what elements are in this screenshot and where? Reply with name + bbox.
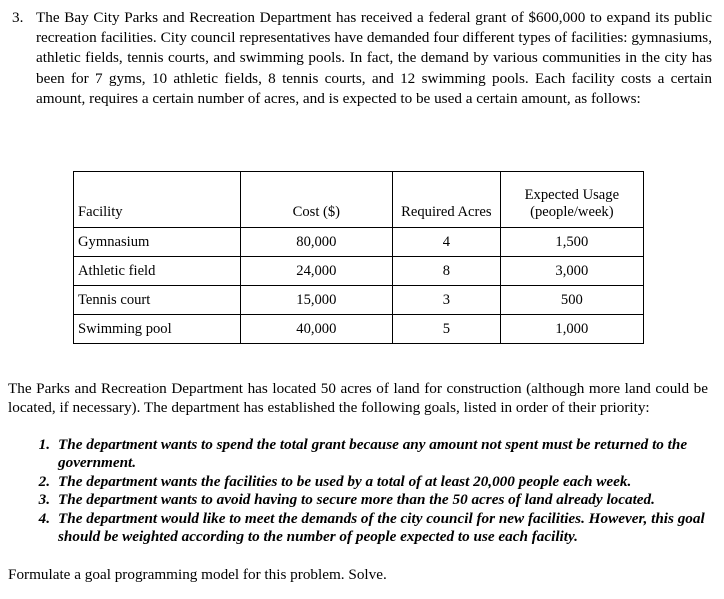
goal-number: 3. (38, 491, 50, 509)
cell-cost: 40,000 (240, 315, 392, 344)
cell-facility: Tennis court (74, 286, 241, 315)
cell-cost: 80,000 (240, 228, 392, 257)
goal-text: The department would like to meet the demands of the city council for new facilities. However, this goal should be weighted according to the number of people expected to use each facility. (58, 509, 705, 546)
problem-number: 3. (12, 9, 24, 26)
facilities-table (73, 171, 644, 344)
closing-instruction: Formulate a goal programming model for this problem. Solve. (8, 566, 387, 583)
cell-usage: 1,000 (500, 315, 643, 344)
header-required-acres: Required Acres (393, 172, 501, 228)
header-expected-usage-line1: Expected Usage (524, 187, 620, 203)
goal-item (8, 436, 708, 473)
cell-acres: 8 (393, 257, 501, 286)
goal-number: 2. (38, 472, 50, 490)
cell-facility: Athletic field (74, 257, 241, 286)
goals-list (8, 436, 708, 546)
table-row (74, 315, 644, 344)
cell-cost: 15,000 (240, 286, 392, 315)
cell-usage: 3,000 (500, 257, 643, 286)
goal-text: The department wants to avoid having to secure more than the 50 acres of land already located. (58, 491, 655, 509)
cell-cost: 24,000 (240, 257, 392, 286)
goal-item (8, 473, 708, 491)
cell-usage: 1,500 (500, 228, 643, 257)
goal-text: The department wants to spend the total grant because any amount not spent must be returned to the government. (58, 436, 688, 472)
goal-text: The department wants the facilities to be used by a total of at least 20,000 people each week. (58, 472, 632, 490)
goal-item (8, 491, 708, 509)
table-row (74, 286, 644, 315)
problem-intro: The Bay City Parks and Recreation Department has received a federal grant of $600,000 to expand its public recreation facilities. City council representatives have demanded four different types of facilities: gymnasiums, athletic fields, tennis courts, and swimming pools. In fact, the demand by various communities in the city has been for 7 gyms, 10 athletic fields, 8 tennis courts, and 12 swimming pools. Each facility costs a certain amount, requires a certain number of acres, and is expected to be used a certain amount, as follows: (36, 9, 712, 107)
cell-acres: 5 (393, 315, 501, 344)
header-facility: Facility (74, 172, 241, 228)
header-expected-usage-line2: (people/week) (530, 204, 614, 220)
cell-acres: 3 (393, 286, 501, 315)
table-header-row (74, 172, 644, 228)
goal-number: 1. (38, 436, 50, 453)
goal-item (8, 510, 708, 547)
cell-usage: 500 (500, 286, 643, 315)
land-paragraph: The Parks and Recreation Department has located 50 acres of land for construction (although more land could be located, if necessary). The department has established the following goals, listed in order of their priority: (8, 380, 708, 416)
cell-facility: Gymnasium (74, 228, 241, 257)
goal-number: 4. (38, 509, 50, 527)
header-cost: Cost ($) (240, 172, 392, 228)
cell-acres: 4 (393, 228, 501, 257)
problem-statement (12, 8, 712, 109)
table-row (74, 228, 644, 257)
header-expected-usage (500, 172, 643, 228)
cell-facility: Swimming pool (74, 315, 241, 344)
table-row (74, 257, 644, 286)
